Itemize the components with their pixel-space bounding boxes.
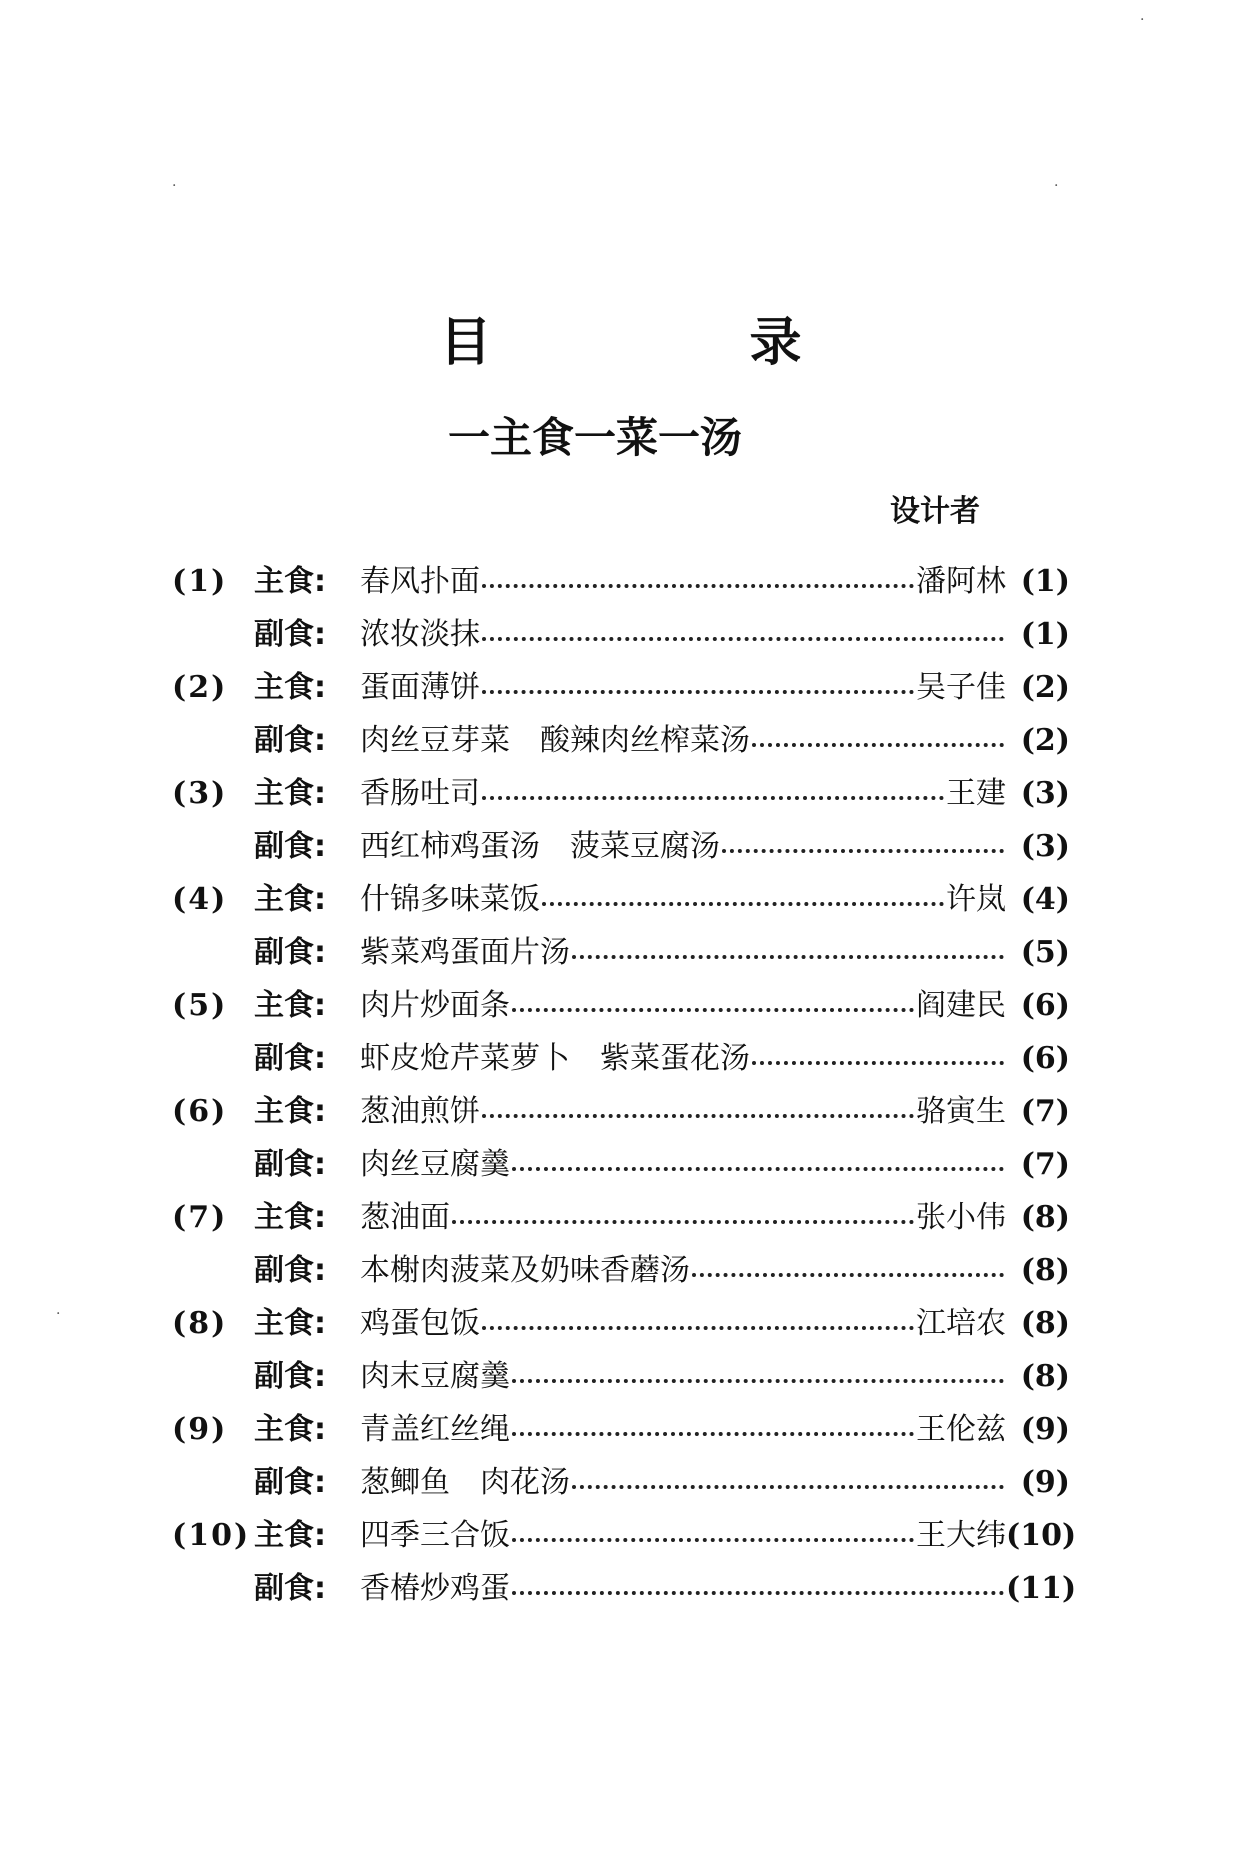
dot-leader (482, 1326, 914, 1330)
entry-dish-name: 香肠吐司 (360, 776, 480, 811)
entry-designer: 潘阿林 (916, 564, 1006, 599)
entry-page-number: (8) (1020, 1200, 1070, 1235)
scan-speck: · (1140, 12, 1145, 28)
toc-entry (172, 1032, 1070, 1085)
entry-kind: 副食: (254, 1041, 326, 1076)
dot-leader (752, 743, 1004, 747)
entry-designer: 张小伟 (916, 1200, 1006, 1235)
entry-kind: 副食: (254, 1571, 326, 1606)
scan-speck: · (172, 178, 177, 194)
entry-kind: 主食: (254, 1094, 326, 1129)
dot-leader (482, 796, 944, 800)
toc-entry (172, 926, 1070, 979)
entry-designer: 王伦兹 (916, 1412, 1006, 1447)
entry-kind: 主食: (254, 1200, 326, 1235)
section-subtitle: 一主食一菜一汤 (447, 413, 742, 462)
toc-entry (172, 1244, 1070, 1297)
entry-dish-name: 葱油煎饼 (360, 1094, 480, 1129)
scan-speck: · (56, 1306, 61, 1322)
toc-entry (172, 1403, 1070, 1456)
dot-leader (572, 955, 1004, 959)
entry-kind: 副食: (254, 1359, 326, 1394)
entry-page-number: (9) (1020, 1465, 1070, 1500)
entry-kind: 主食: (254, 670, 326, 705)
entry-kind: 副食: (254, 723, 326, 758)
entry-kind: 副食: (254, 829, 326, 864)
dot-leader (542, 902, 944, 906)
toc-entry (172, 1191, 1070, 1244)
toc-entry (172, 820, 1070, 873)
entry-page-number: (9) (1020, 1412, 1070, 1447)
entry-page-number: (8) (1020, 1306, 1070, 1341)
scan-speck: · (1054, 178, 1059, 194)
entry-page-number: (10) (1006, 1518, 1077, 1553)
dot-leader (512, 1167, 1004, 1171)
toc-entry (172, 1509, 1077, 1562)
dot-leader (512, 1379, 1004, 1383)
entry-dish-name: 肉片炒面条 (360, 988, 510, 1023)
entry-dish-name: 葱鲫鱼 肉花汤 (360, 1465, 570, 1500)
entry-page-number: (3) (1020, 829, 1070, 864)
entry-number: (4) (172, 882, 228, 917)
toc-entry (172, 1350, 1070, 1403)
toc-entry (172, 714, 1070, 767)
table-of-contents (172, 555, 1077, 1615)
dot-leader (752, 1061, 1004, 1065)
toc-entry (172, 767, 1070, 820)
entry-dish-name: 香椿炒鸡蛋 (360, 1571, 510, 1606)
entry-kind: 主食: (254, 1518, 326, 1553)
entry-kind: 副食: (254, 935, 326, 970)
entry-page-number: (8) (1020, 1359, 1070, 1394)
entry-designer: 王建 (946, 776, 1006, 811)
entry-number: (3) (172, 776, 228, 811)
entry-page-number: (4) (1020, 882, 1070, 917)
dot-leader (512, 1538, 914, 1542)
entry-kind: 主食: (254, 776, 326, 811)
entry-designer: 江培农 (916, 1306, 1006, 1341)
entry-dish-name: 蛋面薄饼 (360, 670, 480, 705)
entry-dish-name: 肉丝豆芽菜 酸辣肉丝榨菜汤 (360, 723, 750, 758)
entry-page-number: (6) (1020, 1041, 1070, 1076)
toc-entry (172, 1085, 1070, 1138)
entry-page-number: (1) (1020, 617, 1070, 652)
entry-designer: 许岚 (946, 882, 1006, 917)
dot-leader (512, 1008, 914, 1012)
toc-entry (172, 555, 1070, 608)
entry-dish-name: 肉末豆腐羹 (360, 1359, 510, 1394)
entry-page-number: (3) (1020, 776, 1070, 811)
entry-dish-name: 浓妆淡抹 (360, 617, 480, 652)
entry-page-number: (6) (1020, 988, 1070, 1023)
dot-leader (452, 1220, 914, 1224)
entry-kind: 主食: (254, 564, 326, 599)
toc-entry (172, 608, 1070, 661)
dot-leader (512, 1432, 914, 1436)
toc-entry (172, 1562, 1077, 1615)
toc-entry (172, 1138, 1070, 1191)
entry-designer: 吴子佳 (916, 670, 1006, 705)
entry-dish-name: 虾皮炝芹菜萝卜 紫菜蛋花汤 (360, 1041, 750, 1076)
entry-dish-name: 紫菜鸡蛋面片汤 (360, 935, 570, 970)
dot-leader (512, 1591, 1004, 1595)
entry-dish-name: 本榭肉菠菜及奶味香蘑汤 (360, 1253, 690, 1288)
entry-page-number: (11) (1006, 1571, 1077, 1606)
dot-leader (692, 1273, 1004, 1277)
entry-kind: 主食: (254, 1306, 326, 1341)
entry-dish-name: 肉丝豆腐羹 (360, 1147, 510, 1182)
page-title: 目 录 (439, 313, 922, 373)
entry-page-number: (7) (1020, 1147, 1070, 1182)
toc-entry (172, 661, 1070, 714)
entry-dish-name: 鸡蛋包饭 (360, 1306, 480, 1341)
entry-number: (6) (172, 1094, 228, 1129)
entry-page-number: (1) (1020, 564, 1070, 599)
toc-entry (172, 873, 1070, 926)
entry-dish-name: 什锦多味菜饭 (360, 882, 540, 917)
entry-page-number: (8) (1020, 1253, 1070, 1288)
entry-page-number: (7) (1020, 1094, 1070, 1129)
entry-page-number: (2) (1020, 670, 1070, 705)
entry-number: (9) (172, 1412, 228, 1447)
dot-leader (482, 584, 914, 588)
entry-number: (8) (172, 1306, 228, 1341)
toc-entry (172, 1456, 1070, 1509)
entry-dish-name: 春风扑面 (360, 564, 480, 599)
entry-designer: 王大纬 (916, 1518, 1006, 1553)
entry-kind: 副食: (254, 617, 326, 652)
entry-dish-name: 四季三合饭 (360, 1518, 510, 1553)
toc-entry (172, 1297, 1070, 1350)
entry-number: (10) (172, 1518, 251, 1553)
entry-kind: 主食: (254, 1412, 326, 1447)
entry-page-number: (2) (1020, 723, 1070, 758)
entry-kind: 主食: (254, 988, 326, 1023)
dot-leader (722, 849, 1004, 853)
entry-kind: 副食: (254, 1147, 326, 1182)
entry-page-number: (5) (1020, 935, 1070, 970)
entry-number: (2) (172, 670, 228, 705)
entry-dish-name: 西红柿鸡蛋汤 菠菜豆腐汤 (360, 829, 720, 864)
entry-number: (5) (172, 988, 228, 1023)
designer-column-header: 设计者 (890, 494, 980, 529)
toc-entry (172, 979, 1070, 1032)
entry-kind: 副食: (254, 1253, 326, 1288)
entry-designer: 骆寅生 (916, 1094, 1006, 1129)
dot-leader (572, 1485, 1004, 1489)
dot-leader (482, 1114, 914, 1118)
entry-kind: 副食: (254, 1465, 326, 1500)
entry-dish-name: 青盖红丝绳 (360, 1412, 510, 1447)
entry-number: (7) (172, 1200, 228, 1235)
dot-leader (482, 690, 914, 694)
entry-designer: 阎建民 (916, 988, 1006, 1023)
entry-number: (1) (172, 564, 228, 599)
dot-leader (482, 637, 1004, 641)
entry-dish-name: 葱油面 (360, 1200, 450, 1235)
entry-kind: 主食: (254, 882, 326, 917)
